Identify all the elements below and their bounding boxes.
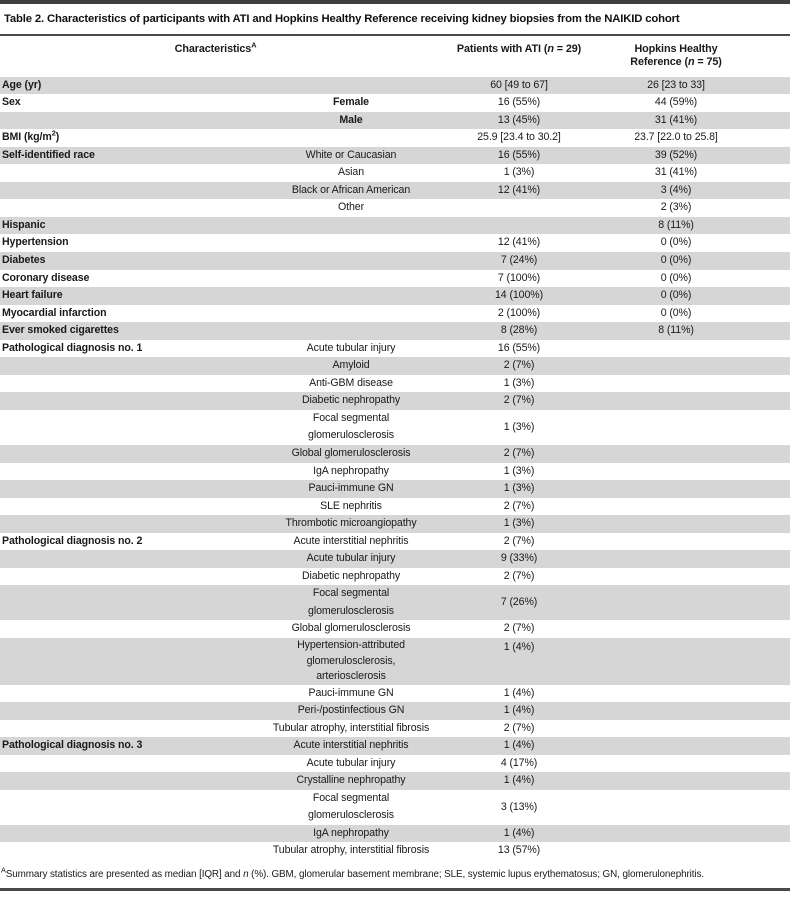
row-characteristic [0,410,271,445]
row-value-hopkins [607,480,745,498]
table-row [0,94,790,112]
row-characteristic [0,702,271,720]
row-spacer [745,568,790,586]
row-characteristic [0,164,271,182]
row-characteristic: Hispanic [0,217,271,235]
table-row [0,112,790,130]
row-value-hopkins [607,357,745,375]
table-row [0,463,790,481]
table-row [0,252,790,270]
row-value-ati: 9 (33%) [431,550,607,568]
row-value-hopkins [607,638,745,685]
table-row [0,182,790,200]
table-row [0,270,790,288]
row-value-ati: 2 (7%) [503,534,535,547]
table-row [0,357,790,375]
row-spacer [745,772,790,790]
row-characteristic [0,638,271,685]
row-value-ati: 14 (100%) [431,287,607,305]
row-subcategory: Anti-GBM disease [309,376,393,389]
row-value-ati: 2 (100%) [497,306,541,319]
table-row [0,790,790,825]
row-spacer [745,129,790,147]
row-subcategory: Diabetic nephropathy [271,392,431,410]
row-value-hopkins: 0 (0%) [607,287,745,305]
row-subcategory [271,217,431,235]
row-subcategory: Tubular atrophy, interstitial fibrosis [272,844,430,857]
row-value-hopkins [607,842,745,860]
row-value-ati: 16 (55%) [497,341,541,354]
row-spacer [745,234,790,252]
table-row [0,480,790,498]
row-value-ati: 13 (57%) [497,844,541,857]
row-characteristic [0,480,271,498]
row-value-ati: 1 (3%) [503,464,535,477]
row-spacer [745,305,790,323]
row-value-hopkins [607,737,745,755]
row-spacer [745,515,790,533]
table-bottom-rule [0,888,790,891]
row-value-hopkins: 31 (41%) [607,112,745,130]
row-characteristic: BMI (kg/m$^2$) [2,128,60,144]
row-subcategory: White or Caucasian [271,147,431,165]
row-spacer [745,199,790,217]
row-subcategory: Focal segmental glomerulosclerosis [271,585,431,620]
table-row [0,129,790,147]
row-spacer [745,620,790,638]
row-subcategory: Tubular atrophy, interstitial fibrosis [272,721,430,734]
row-value-hopkins: 2 (3%) [660,201,692,214]
row-value-ati: 12 (41%) [431,182,607,200]
row-value-ati: 7 (24%) [431,252,607,270]
row-spacer [745,340,790,358]
row-value-ati: 2 (7%) [503,622,535,635]
row-spacer [745,287,790,305]
row-value-ati: 2 (7%) [431,392,607,410]
row-value-ati: 3 (13%) [500,800,538,813]
row-subcategory: Global glomerulosclerosis [271,445,431,463]
row-subcategory [271,234,431,252]
row-subcategory [271,287,431,305]
row-value-hopkins: 44 (59%) [654,96,698,109]
row-spacer [745,147,790,165]
column-header-hopkins: Hopkins Healthy Reference (n = 75) [630,42,722,68]
row-subcategory: SLE nephritis [320,499,382,512]
row-subcategory: Acute interstitial nephritis [271,737,431,755]
column-header-characteristics-footnote-marker: A [251,39,257,49]
row-spacer [745,685,790,703]
row-value-hopkins [607,375,745,393]
row-spacer [745,112,790,130]
row-value-ati: 1 (4%) [431,638,607,685]
table-row [0,287,790,305]
row-value-hopkins: 8 (11%) [607,322,745,340]
table-row [0,772,790,790]
row-subcategory: Other [338,201,364,214]
row-characteristic [0,112,271,130]
row-value-hopkins [607,825,745,843]
table-row [0,147,790,165]
table-row [0,702,790,720]
row-characteristic [0,445,271,463]
row-value-hopkins [607,755,745,773]
row-value-ati: 7 (26%) [431,585,607,620]
row-spacer [745,638,790,685]
row-value-hopkins: 39 (52%) [607,147,745,165]
column-header-characteristics [0,36,431,77]
row-value-hopkins [607,772,745,790]
row-value-ati: 2 (7%) [503,721,535,734]
row-value-hopkins: 0 (0%) [660,306,692,319]
row-characteristic [0,357,271,375]
row-spacer [745,357,790,375]
row-characteristic [0,755,271,773]
row-characteristic [0,182,271,200]
row-characteristic: Myocardial infarction [2,306,107,319]
row-characteristic [0,550,271,568]
row-spacer [745,755,790,773]
table-row [0,533,790,551]
row-value-ati [431,199,607,217]
row-characteristic: Self-identified race [0,147,271,165]
row-subcategory: Amyloid [271,357,431,375]
row-characteristic [0,463,271,481]
row-value-ati: 16 (55%) [431,147,607,165]
row-value-ati: 1 (3%) [503,420,535,433]
row-value-ati: 2 (7%) [431,357,607,375]
table-row [0,164,790,182]
row-subcategory [271,252,431,270]
row-subcategory: Hypertension-attributed glomerulosclerosis, arteriosclerosis [271,638,431,685]
row-value-hopkins [607,498,745,516]
table-row [0,77,790,95]
row-spacer [745,445,790,463]
row-value-hopkins [607,340,745,358]
row-value-ati: 25.9 [23.4 to 30.2] [477,131,561,144]
row-subcategory [271,322,431,340]
table-row [0,550,790,568]
row-subcategory: Acute interstitial nephritis [293,534,409,547]
row-value-hopkins [607,685,745,703]
row-value-ati: 1 (3%) [503,166,535,179]
row-value-hopkins [607,550,745,568]
row-subcategory: Focal segmental glomerulosclerosis [308,791,394,822]
row-spacer [745,322,790,340]
column-header-spacer [745,36,790,77]
column-header-characteristics-label: Characteristics [174,42,252,55]
table-body [0,77,790,860]
table-row [0,720,790,738]
row-subcategory: IgA nephropathy [313,464,389,477]
row-spacer [745,164,790,182]
row-value-ati: 1 (3%) [503,376,535,389]
row-value-hopkins: 26 [23 to 33] [607,77,745,95]
row-subcategory: Diabetic nephropathy [301,569,401,582]
row-value-hopkins [607,620,745,638]
table-title: Table 2. Characteristics of participants with ATI and Hopkins Healthy Reference receiving kidney biopsies from the NAIKID cohort [4,13,680,25]
row-value-ati: 2 (7%) [503,569,535,582]
row-value-ati: 1 (4%) [431,772,607,790]
row-spacer [745,720,790,738]
column-header-ati: Patients with ATI (n = 29) [456,42,582,55]
row-spacer [745,94,790,112]
table-head [0,36,790,77]
row-value-ati: 13 (45%) [431,112,607,130]
row-subcategory: Acute tubular injury [271,550,431,568]
row-spacer [745,182,790,200]
row-spacer [745,550,790,568]
table-row [0,322,790,340]
row-value-ati: 1 (3%) [431,480,607,498]
row-subcategory: Female [333,96,369,109]
row-spacer [745,790,790,825]
row-subcategory: Peri-/postinfectious GN [271,702,431,720]
row-spacer [745,270,790,288]
row-spacer [745,533,790,551]
row-characteristic: Pathological diagnosis no. 2 [2,534,143,547]
row-value-hopkins: 0 (0%) [660,236,692,249]
table-row [0,410,790,445]
table-row [0,515,790,533]
row-value-hopkins: 0 (0%) [607,252,745,270]
table-row [0,340,790,358]
row-value-ati: 1 (4%) [431,737,607,755]
row-spacer [745,77,790,95]
row-characteristic: Ever smoked cigarettes [0,322,271,340]
row-characteristic: Coronary disease [2,271,90,284]
row-characteristic [0,568,271,586]
row-value-ati: 1 (4%) [503,686,535,699]
row-subcategory [271,270,431,288]
row-value-ati: 12 (41%) [497,236,541,249]
row-value-hopkins [607,790,745,825]
table-footnote [0,860,790,883]
table-row [0,842,790,860]
row-value-ati: 60 [49 to 67] [431,77,607,95]
row-characteristic [0,685,271,703]
row-spacer [745,842,790,860]
row-characteristic [0,825,271,843]
row-subcategory: Crystalline nephropathy [271,772,431,790]
table-row [0,685,790,703]
row-characteristic: Pathological diagnosis no. 1 [2,341,143,354]
row-value-hopkins [607,392,745,410]
row-characteristic [0,375,271,393]
row-value-hopkins: 0 (0%) [660,271,692,284]
table-row [0,305,790,323]
table-row [0,375,790,393]
row-subcategory: Acute tubular injury [306,341,396,354]
table-row [0,217,790,235]
row-value-hopkins [607,720,745,738]
row-value-ati: 1 (4%) [431,702,607,720]
row-value-hopkins [607,445,745,463]
row-value-hopkins: 8 (11%) [607,217,745,235]
row-spacer [745,463,790,481]
row-spacer [745,480,790,498]
row-subcategory [271,305,431,323]
row-value-hopkins [607,585,745,620]
row-value-hopkins [607,568,745,586]
row-spacer [745,585,790,620]
table-row [0,755,790,773]
row-value-ati: 1 (4%) [431,825,607,843]
row-subcategory: Acute tubular injury [306,756,396,769]
row-subcategory [271,77,431,95]
row-spacer [745,410,790,445]
row-subcategory: Pauci-immune GN [271,480,431,498]
row-value-ati: 1 (3%) [431,515,607,533]
row-value-hopkins [607,533,745,551]
row-subcategory: Male [271,112,431,130]
row-subcategory [271,129,431,147]
table-header-row [0,36,790,77]
row-value-hopkins [607,515,745,533]
row-characteristic: Heart failure [0,287,271,305]
row-value-ati: 4 (17%) [500,756,538,769]
row-subcategory: Black or African American [271,182,431,200]
row-characteristic [0,720,271,738]
table-row [0,392,790,410]
row-characteristic: Pathological diagnosis no. 3 [0,737,271,755]
table-row [0,445,790,463]
table-row [0,737,790,755]
row-value-hopkins: 31 (41%) [654,166,698,179]
row-value-hopkins [607,702,745,720]
row-characteristic: Diabetes [0,252,271,270]
row-value-hopkins [607,463,745,481]
row-spacer [745,392,790,410]
row-subcategory: Thrombotic microangiopathy [271,515,431,533]
row-value-hopkins [607,410,745,445]
row-spacer [745,825,790,843]
row-spacer [745,252,790,270]
row-characteristic [0,392,271,410]
row-characteristic [0,772,271,790]
row-characteristic: Sex [2,96,21,109]
row-characteristic [0,842,271,860]
footnote-marker: A [1,865,6,875]
row-subcategory: Focal segmental glomerulosclerosis [308,411,394,442]
row-characteristic: Hypertension [2,236,69,249]
row-characteristic [0,498,271,516]
table-row [0,585,790,620]
row-value-ati: 8 (28%) [431,322,607,340]
row-value-hopkins: 3 (4%) [607,182,745,200]
row-value-ati: 7 (100%) [497,271,541,284]
row-spacer [745,498,790,516]
row-characteristic [0,199,271,217]
row-value-ati: 2 (7%) [431,445,607,463]
table-row [0,234,790,252]
row-value-ati [431,217,607,235]
characteristics-table [0,36,790,860]
row-spacer [745,375,790,393]
row-subcategory: Asian [338,166,364,179]
row-spacer [745,217,790,235]
table-row [0,638,790,685]
row-characteristic [0,515,271,533]
table-row [0,568,790,586]
row-subcategory: Pauci-immune GN [308,686,394,699]
table-row [0,498,790,516]
table-row [0,199,790,217]
row-value-ati: 2 (7%) [503,499,535,512]
table-row [0,825,790,843]
table-row [0,620,790,638]
row-value-hopkins: 23.7 [22.0 to 25.8] [634,131,718,144]
row-characteristic [0,585,271,620]
row-spacer [745,737,790,755]
row-value-ati: 16 (55%) [497,96,541,109]
row-subcategory: Global glomerulosclerosis [291,622,411,635]
footnote-text: Summary statistics are presented as median [IQR] and n (%). GBM, glomerular basement membrane; SLE, systemic lupus erythematosus; GN, glomerulonephritis. [5,868,704,880]
row-subcategory: IgA nephropathy [271,825,431,843]
row-characteristic: Age (yr) [0,77,271,95]
row-spacer [745,702,790,720]
row-characteristic [0,790,271,825]
row-characteristic [0,620,271,638]
